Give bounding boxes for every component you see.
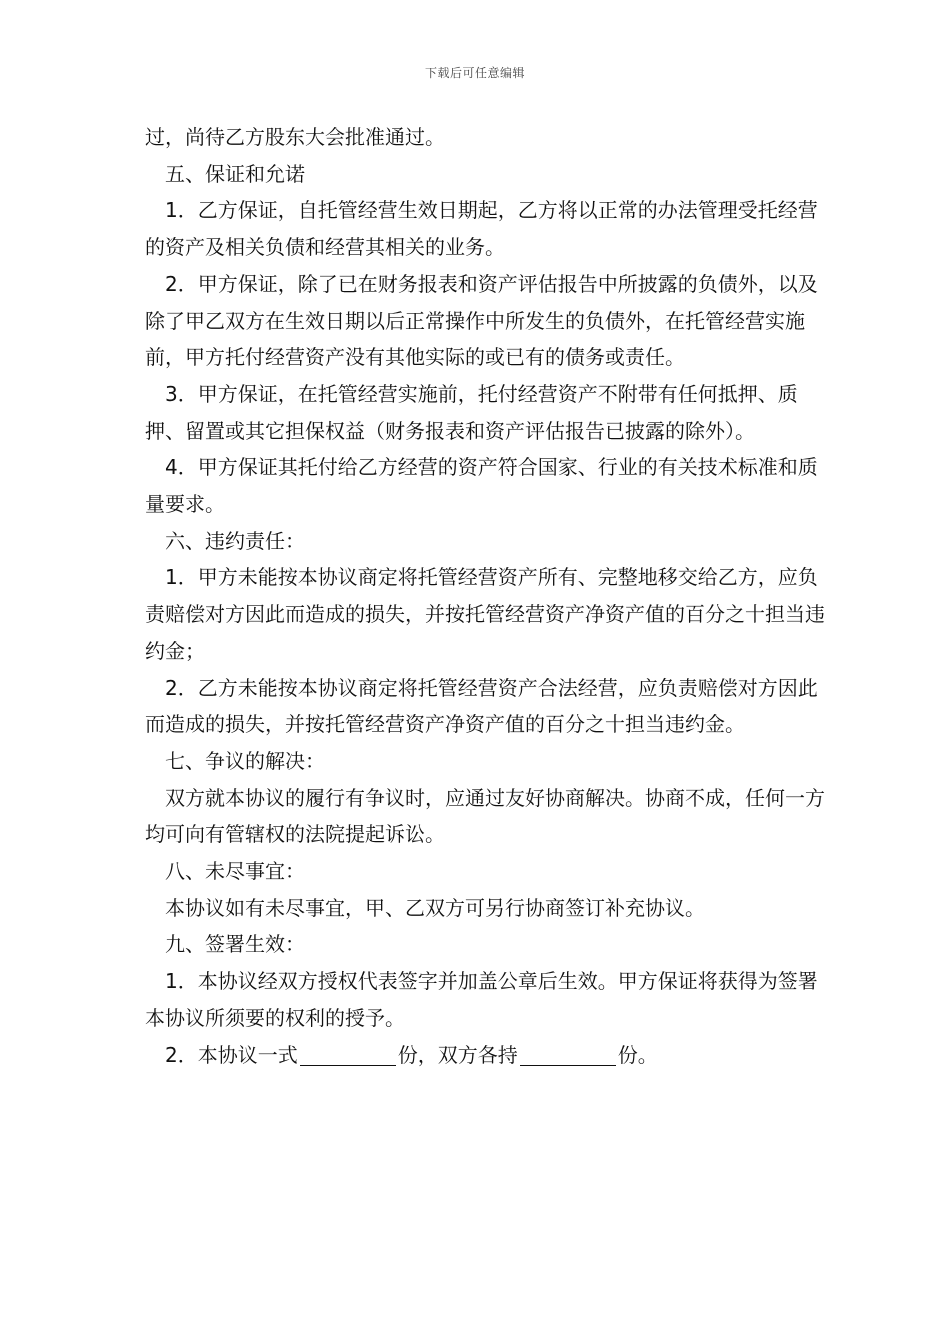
paragraph-continuation: 过，尚待乙方股东大会批准通过。 xyxy=(145,125,445,149)
clause-9-2 xyxy=(145,1037,825,1074)
clause-6-1: 1．甲方未能按本协议商定将托管经营资产所有、完整地移交给乙方，应负责赔偿对方因此而造成的损失，并按托管经营资产净资产值的百分之十担当违约金； xyxy=(145,565,825,663)
copies-each-blank[interactable] xyxy=(520,1045,616,1066)
clause-9-1: 1．本协议经双方授权代表签字并加盖公章后生效。甲方保证将获得为签署本协议所须要的权利的授予。 xyxy=(145,969,818,1030)
section-heading-6: 六、违约责任： xyxy=(165,528,305,553)
section-heading-7: 七、争议的解决： xyxy=(165,748,325,773)
clause-9-2-text-b: 份，双方各持 xyxy=(397,1042,518,1067)
page-header: 下载后可任意编辑 xyxy=(424,66,525,80)
clause-9-2-text-a: 2．本协议一式 xyxy=(165,1042,298,1067)
clause-6-2: 2．乙方未能按本协议商定将托管经营资产合法经营，应负责赔偿对方因此而造成的损失，并按托管经营资产净资产值的百分之十担当违约金。 xyxy=(145,675,818,737)
clause-7: 双方就本协议的履行有争议时，应通过友好协商解决。协商不成，任何一方均可向有管辖权的法院提起诉讼。 xyxy=(145,785,825,847)
clause-9-2-text-c: 份。 xyxy=(617,1042,658,1067)
clause-5-4: 4．甲方保证其托付给乙方经营的资产符合国家、行业的有关技术标准和质量要求。 xyxy=(145,455,818,517)
section-heading-9: 九、签署生效： xyxy=(165,932,305,957)
clause-5-2: 2．甲方保证，除了已在财务报表和资产评估报告中所披露的负债外，以及除了甲乙双方在生效日期以后正常操作中所发生的负债外，在托管经营实施前，甲方托付经营资产没有其他实际的或已有的债务或责任。 xyxy=(145,271,818,370)
document-body xyxy=(145,119,825,1073)
clause-8: 本协议如有未尽事宜，甲、乙双方可另行协商签订补充协议。 xyxy=(165,895,705,920)
clause-5-3: 3．甲方保证，在托管经营实施前，托付经营资产不附带有任何抵押、质押、留置或其它担保权益（财务报表和资产评估报告已披露的除外）。 xyxy=(145,381,798,443)
section-heading-5: 五、保证和允诺 xyxy=(165,161,305,186)
section-heading-8: 八、未尽事宜： xyxy=(165,859,305,884)
clause-5-1: 1．乙方保证，自托管经营生效日期起，乙方将以正常的办法管理受托经营的资产及相关负债和经营其相关的业务。 xyxy=(145,198,818,260)
copies-total-blank[interactable] xyxy=(300,1045,396,1066)
